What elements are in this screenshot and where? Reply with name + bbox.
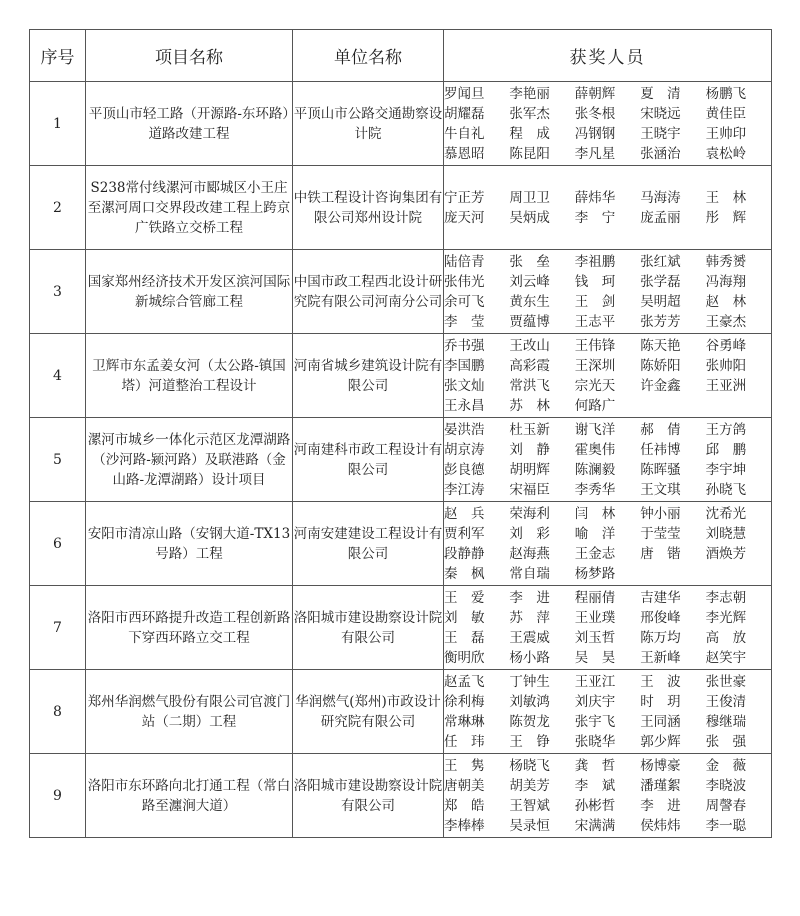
unit-name: 洛阳城市建设勘察设计院有限公司 — [293, 754, 444, 838]
awardee-name: 金 薇 — [705, 757, 747, 774]
awardee-name: 段静静 — [444, 545, 485, 562]
awardee-name: 赵 林 — [705, 293, 747, 310]
awardee-name: 邱 鹏 — [705, 441, 747, 458]
awardee-name: 喻 洋 — [574, 525, 616, 542]
awardee-name: 王 隽 — [444, 757, 485, 774]
awardee-name: 彤 辉 — [705, 209, 747, 226]
awardee-name: 任 玮 — [444, 733, 485, 750]
awardee-name: 陈晖骚 — [640, 461, 681, 478]
awardee-name: 程 成 — [509, 125, 550, 142]
awardee-name: 赵孟飞 — [444, 673, 485, 690]
awardee-name: 何路广 — [574, 397, 616, 414]
awardee-name: 张红斌 — [640, 253, 681, 270]
awardee-name: 张冬根 — [574, 105, 616, 122]
awardee-name: 杨鹏飞 — [705, 85, 747, 102]
unit-name: 洛阳城市建设勘察设计院有限公司 — [293, 586, 444, 670]
awardee-name: 周謦春 — [705, 797, 747, 814]
awardee-name: 赵 兵 — [444, 505, 485, 522]
table-row — [30, 502, 772, 586]
awardee-name: 刘云峰 — [509, 273, 550, 290]
awardee-name: 常琳琳 — [444, 713, 485, 730]
project-name: 洛阳市东环路向北打通工程（常白路至瀍涧大道） — [86, 754, 293, 838]
table-row — [30, 670, 772, 754]
awardee-name: 孙晓飞 — [705, 481, 747, 498]
awardee-name: 陈澜毅 — [574, 461, 616, 478]
awardee-name: 韩秀赟 — [705, 253, 747, 270]
awardee-name: 王方鸽 — [705, 421, 747, 438]
awardee-name: 牛自礼 — [444, 125, 485, 142]
awardee-name: 薛炜华 — [574, 189, 616, 206]
awardee-name: 刘 彩 — [509, 525, 550, 542]
table-row — [30, 82, 772, 166]
awardee-name: 李 莹 — [444, 313, 485, 330]
awardee-name: 苏 萍 — [509, 609, 550, 626]
awardee-name: 陈娇阳 — [640, 357, 681, 374]
awardee-name: 乔书强 — [444, 337, 485, 354]
awardee-name: 张伟光 — [444, 273, 485, 290]
awardee-name: 冯钢钢 — [574, 125, 616, 142]
awardee-name: 刘敏鸿 — [509, 693, 550, 710]
awardee-name: 于莹莹 — [640, 525, 681, 542]
unit-name: 河南建科市政工程设计有限公司 — [293, 418, 444, 502]
awardee-name: 苏 林 — [509, 397, 550, 414]
awardee-name: 常自瑞 — [509, 565, 550, 582]
awardee-name: 唐朝美 — [444, 777, 485, 794]
awardees-grid — [444, 588, 771, 668]
awardee-name: 郝 倩 — [640, 421, 681, 438]
awardee-name: 王伟锋 — [574, 337, 616, 354]
awardee-name: 胡京涛 — [444, 441, 485, 458]
unit-name: 平顶山市公路交通勘察设计院 — [293, 82, 444, 166]
awardee-name: 许金鑫 — [640, 377, 681, 394]
header-index: 序号 — [30, 30, 86, 82]
awardee-name: 秦 枫 — [444, 565, 485, 582]
awardee-name: 王新峰 — [640, 649, 681, 666]
awardee-name: 谷勇峰 — [705, 337, 747, 354]
awardee-name: 贾利军 — [444, 525, 485, 542]
awardee-name: 任祎博 — [640, 441, 681, 458]
awardees-grid — [444, 756, 771, 836]
row-index: 2 — [30, 166, 86, 250]
awardee-name: 吴明超 — [640, 293, 681, 310]
awardee-name: 周卫卫 — [509, 189, 550, 206]
project-name: 国家郑州经济技术开发区滨河国际新城综合管廊工程 — [86, 250, 293, 334]
awardee-name: 宋满满 — [574, 817, 616, 834]
awardee-name: 王 剑 — [574, 293, 616, 310]
awardee-name: 陆倍青 — [444, 253, 485, 270]
awardee-name: 庞天河 — [444, 209, 485, 226]
awardee-name: 龚 哲 — [574, 757, 616, 774]
awardee-name: 钟小丽 — [640, 505, 681, 522]
awardee-name: 刘庆宇 — [574, 693, 616, 710]
awardee-name: 杜玉新 — [509, 421, 550, 438]
awardees-grid — [444, 84, 771, 164]
awardees-cell — [444, 166, 772, 250]
awardee-name: 张 强 — [705, 733, 747, 750]
awardees-cell — [444, 418, 772, 502]
header-unit: 单位名称 — [293, 30, 444, 82]
awardee-name: 余可飞 — [444, 293, 485, 310]
table-row — [30, 586, 772, 670]
awardee-name: 高彩霞 — [509, 357, 550, 374]
awardee-name: 张晓华 — [574, 733, 616, 750]
awardee-name: 王俊清 — [705, 693, 747, 710]
awardee-name: 贾蕴博 — [509, 313, 550, 330]
awardee-name: 李一聪 — [705, 817, 747, 834]
awardees-grid — [444, 252, 771, 332]
awardees-cell — [444, 670, 772, 754]
awardee-name: 侯炜炜 — [640, 817, 681, 834]
awardee-name: 王豪杰 — [705, 313, 747, 330]
awardee-name: 王业璞 — [574, 609, 616, 626]
awardee-name: 宁正芳 — [444, 189, 485, 206]
project-name: 洛阳市西环路提升改造工程创新路下穿西环路立交工程 — [86, 586, 293, 670]
awardees-grid — [444, 420, 771, 500]
row-index: 1 — [30, 82, 86, 166]
project-name: 郑州华润燃气股份有限公司官渡门站（二期）工程 — [86, 670, 293, 754]
awardee-name: 李 斌 — [574, 777, 616, 794]
awardee-name: 张涵治 — [640, 145, 681, 162]
row-index: 4 — [30, 334, 86, 418]
awardee-name: 陈天艳 — [640, 337, 681, 354]
awardee-name: 吴录恒 — [509, 817, 550, 834]
row-index: 6 — [30, 502, 86, 586]
awardee-name: 晏洪浩 — [444, 421, 485, 438]
awards-table — [29, 29, 772, 838]
awardee-name: 张 垒 — [509, 253, 550, 270]
table-header-row — [30, 30, 772, 82]
awardee-name: 袁松岭 — [705, 145, 747, 162]
awardees-grid — [444, 672, 771, 752]
awardee-name: 夏 清 — [640, 85, 681, 102]
awardee-name: 张芳芳 — [640, 313, 681, 330]
awardee-name: 王 爱 — [444, 589, 485, 606]
header-people: 获奖人员 — [444, 30, 772, 82]
awardee-name: 王文琪 — [640, 481, 681, 498]
awardee-name: 冯海翔 — [705, 273, 747, 290]
awardee-name: 张学磊 — [640, 273, 681, 290]
awardee-name: 李晓波 — [705, 777, 747, 794]
row-index: 7 — [30, 586, 86, 670]
awardee-name: 李 进 — [640, 797, 681, 814]
awardee-name: 吴 昊 — [574, 649, 616, 666]
awardee-name: 刘晓慧 — [705, 525, 747, 542]
awardee-name: 王智斌 — [509, 797, 550, 814]
awardee-name: 李志朝 — [705, 589, 747, 606]
awardee-name: 王 铮 — [509, 733, 550, 750]
awardee-name: 黄东生 — [509, 293, 550, 310]
awardee-name: 王金志 — [574, 545, 616, 562]
awardee-name: 刘玉哲 — [574, 629, 616, 646]
awardee-name: 王晓宇 — [640, 125, 681, 142]
awardee-name: 闫 林 — [574, 505, 616, 522]
awardee-name: 马海涛 — [640, 189, 681, 206]
awardee-name: 时 玥 — [640, 693, 681, 710]
project-name: S238常付线漯河市郾城区小王庄至漯河周口交界段改建工程上跨京广铁路立交桥工程 — [86, 166, 293, 250]
awardees-cell — [444, 334, 772, 418]
awardee-name: 沈希光 — [705, 505, 747, 522]
awardee-name: 霍奥伟 — [574, 441, 616, 458]
awardee-name: 邢俊峰 — [640, 609, 681, 626]
awardee-name: 陈万均 — [640, 629, 681, 646]
awardee-name: 高 放 — [705, 629, 747, 646]
row-index: 8 — [30, 670, 86, 754]
awardee-name: 赵笑宇 — [705, 649, 747, 666]
awardee-name: 杨博豪 — [640, 757, 681, 774]
awardees-cell — [444, 754, 772, 838]
awardee-name: 王亚洲 — [705, 377, 747, 394]
awardee-name: 赵海燕 — [509, 545, 550, 562]
awardee-name: 杨晓飞 — [509, 757, 550, 774]
awardee-name: 唐 锴 — [640, 545, 681, 562]
awardee-name: 王 波 — [640, 673, 681, 690]
table-row — [30, 166, 772, 250]
unit-name: 中铁工程设计咨询集团有限公司郑州设计院 — [293, 166, 444, 250]
unit-name: 华润燃气(郑州)市政设计研究院有限公司 — [293, 670, 444, 754]
awardee-name: 王震威 — [509, 629, 550, 646]
awardee-name: 李江涛 — [444, 481, 485, 498]
awardees-cell — [444, 586, 772, 670]
awardee-name: 彭良德 — [444, 461, 485, 478]
awardee-name: 李 宁 — [574, 209, 616, 226]
row-index: 5 — [30, 418, 86, 502]
awardee-name: 李艳丽 — [509, 85, 550, 102]
awardee-name: 张帅阳 — [705, 357, 747, 374]
row-index: 3 — [30, 250, 86, 334]
awardee-name: 罗闻旦 — [444, 85, 485, 102]
awardee-name: 杨小路 — [509, 649, 550, 666]
project-name: 漯河市城乡一体化示范区龙潭湖路（沙河路-颍河路）及联港路（金山路-龙潭湖路）设计项目 — [86, 418, 293, 502]
awardee-name: 庞孟丽 — [640, 209, 681, 226]
awardee-name: 李凡星 — [574, 145, 616, 162]
awardee-name: 慕恩昭 — [444, 145, 485, 162]
awardee-name: 黄佳臣 — [705, 105, 747, 122]
awardee-name: 薛朝辉 — [574, 85, 616, 102]
awardee-name: 钱 珂 — [574, 273, 616, 290]
awardee-name: 孙彬哲 — [574, 797, 616, 814]
awardees-cell — [444, 502, 772, 586]
table-row — [30, 250, 772, 334]
awardee-name: 王 磊 — [444, 629, 485, 646]
awardee-name: 胡耀磊 — [444, 105, 485, 122]
awardee-name: 陈贺龙 — [509, 713, 550, 730]
awardee-name: 丁钟生 — [509, 673, 550, 690]
awardee-name: 陈昆阳 — [509, 145, 550, 162]
table-row — [30, 754, 772, 838]
awardee-name: 徐利梅 — [444, 693, 485, 710]
awardee-name: 李 进 — [509, 589, 550, 606]
awardees-grid — [444, 504, 771, 584]
awardees-grid — [444, 188, 771, 228]
unit-name: 中国市政工程西北设计研究院有限公司河南分公司 — [293, 250, 444, 334]
awardee-name: 穆继瑞 — [705, 713, 747, 730]
awardees-cell — [444, 250, 772, 334]
awardee-name: 张世豪 — [705, 673, 747, 690]
awardee-name: 郑 皓 — [444, 797, 485, 814]
awardee-name: 张军杰 — [509, 105, 550, 122]
awardee-name: 酒焕芳 — [705, 545, 747, 562]
awardee-name: 胡明辉 — [509, 461, 550, 478]
awardee-name: 张宇飞 — [574, 713, 616, 730]
awardee-name: 吴炳成 — [509, 209, 550, 226]
awardee-name: 宋晓远 — [640, 105, 681, 122]
awardee-name: 王同涵 — [640, 713, 681, 730]
awardees-grid — [444, 336, 771, 416]
awardee-name: 李棒棒 — [444, 817, 485, 834]
awardee-name: 杨梦路 — [574, 565, 616, 582]
awardee-name: 王 林 — [705, 189, 747, 206]
awardee-name: 程丽倩 — [574, 589, 616, 606]
awardee-name: 王改山 — [509, 337, 550, 354]
awardee-name: 衡明欣 — [444, 649, 485, 666]
awardees-cell — [444, 82, 772, 166]
awardee-name: 李秀华 — [574, 481, 616, 498]
project-name: 卫辉市东孟姜女河（太公路-镇国塔）河道整治工程设计 — [86, 334, 293, 418]
awardee-name: 胡美芳 — [509, 777, 550, 794]
header-project: 项目名称 — [86, 30, 293, 82]
awardee-name: 王亚江 — [574, 673, 616, 690]
unit-name: 河南省城乡建筑设计院有限公司 — [293, 334, 444, 418]
awardee-name: 李宇坤 — [705, 461, 747, 478]
awardee-name: 宋福臣 — [509, 481, 550, 498]
awardee-name: 郭少辉 — [640, 733, 681, 750]
awardee-name: 王志平 — [574, 313, 616, 330]
project-name: 平顶山市轻工路（开源路-东环路）道路改建工程 — [86, 82, 293, 166]
awardee-name: 刘 静 — [509, 441, 550, 458]
awardee-name: 王帅印 — [705, 125, 747, 142]
awardee-name: 宗光天 — [574, 377, 616, 394]
awardee-name: 吉建华 — [640, 589, 681, 606]
awardee-name: 荣海利 — [509, 505, 550, 522]
awardee-name: 王永昌 — [444, 397, 485, 414]
row-index: 9 — [30, 754, 86, 838]
awardee-name: 张文灿 — [444, 377, 485, 394]
awardee-name: 王深圳 — [574, 357, 616, 374]
awardee-name: 李祖鹏 — [574, 253, 616, 270]
project-name: 安阳市清凉山路（安钢大道-TX13号路）工程 — [86, 502, 293, 586]
awardee-name: 常洪飞 — [509, 377, 550, 394]
unit-name: 河南安建建设工程设计有限公司 — [293, 502, 444, 586]
awardee-name: 潘瑾絮 — [640, 777, 681, 794]
awardee-name: 刘 敏 — [444, 609, 485, 626]
table-row — [30, 418, 772, 502]
awardee-name: 谢飞洋 — [574, 421, 616, 438]
awardee-name: 李国鹏 — [444, 357, 485, 374]
awardee-name: 李光辉 — [705, 609, 747, 626]
table-row — [30, 334, 772, 418]
